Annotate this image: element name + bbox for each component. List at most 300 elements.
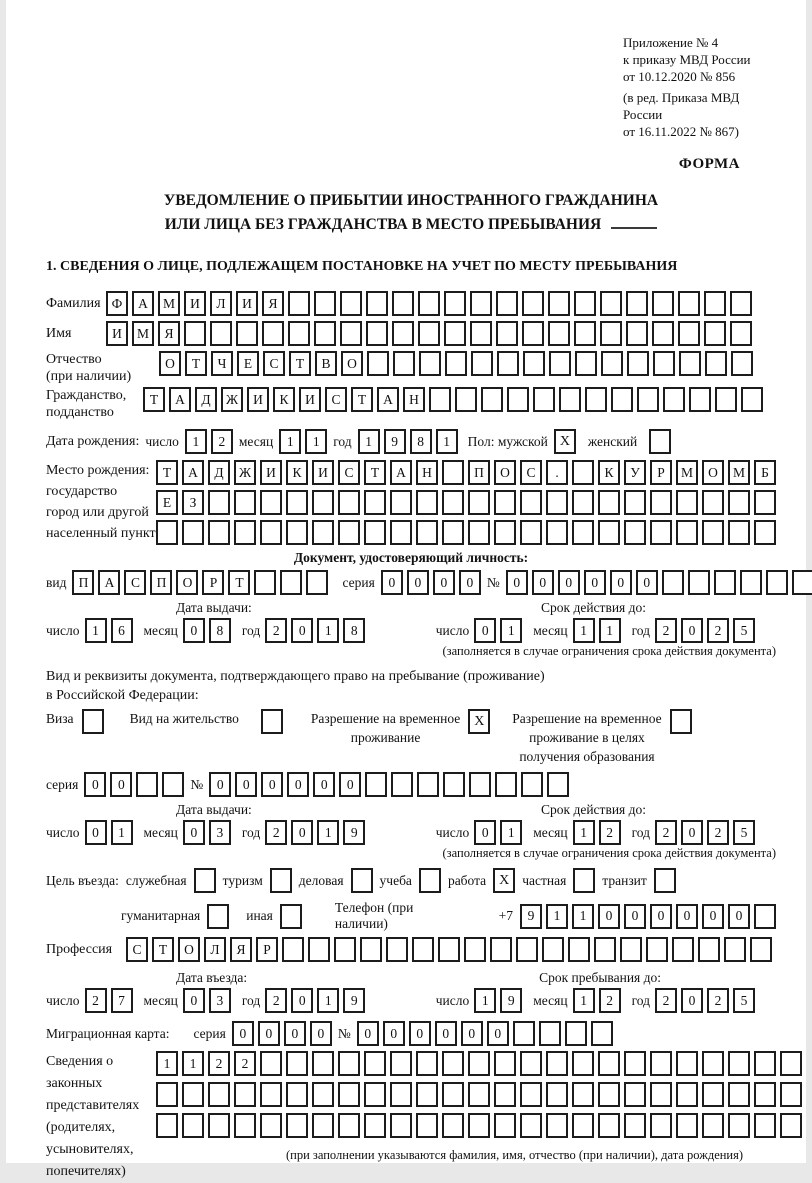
char-cell[interactable] [663,387,685,412]
char-cell[interactable]: 0 [85,820,107,845]
char-cell[interactable]: 8 [410,429,432,454]
char-cell[interactable]: 0 [461,1021,483,1046]
char-cell[interactable] [627,351,649,376]
char-cell[interactable] [533,387,555,412]
char-cell[interactable]: 0 [183,820,205,845]
purpose-study-checkbox[interactable] [419,868,441,893]
char-cell[interactable] [698,937,720,962]
char-cell[interactable] [728,490,750,515]
char-cell[interactable] [547,772,569,797]
char-cell[interactable]: 0 [474,618,496,643]
char-cell[interactable]: О [341,351,363,376]
char-cell[interactable]: 1 [111,820,133,845]
char-cell[interactable] [611,387,633,412]
char-cell[interactable] [208,1113,230,1138]
char-cell[interactable]: 1 [85,618,107,643]
char-cell[interactable] [367,351,389,376]
char-cell[interactable]: 9 [520,904,542,929]
char-cell[interactable] [688,570,710,595]
char-cell[interactable]: 0 [506,570,528,595]
char-cell[interactable]: 0 [681,618,703,643]
char-cell[interactable]: 8 [343,618,365,643]
char-cell[interactable] [416,490,438,515]
char-cell[interactable]: Т [143,387,165,412]
char-cell[interactable]: 1 [500,618,522,643]
char-cell[interactable]: Я [262,291,284,316]
char-cell[interactable]: Д [195,387,217,412]
char-cell[interactable] [626,291,648,316]
char-cell[interactable] [650,1082,672,1107]
char-cell[interactable]: И [184,291,206,316]
char-cell[interactable] [731,351,753,376]
char-cell[interactable] [471,351,493,376]
char-cell[interactable] [624,1082,646,1107]
char-cell[interactable]: 0 [235,772,257,797]
char-cell[interactable]: 1 [572,904,594,929]
char-cell[interactable]: 0 [650,904,672,929]
char-cell[interactable] [520,1082,542,1107]
char-cell[interactable] [572,1082,594,1107]
char-cell[interactable]: Е [237,351,259,376]
char-cell[interactable] [600,291,622,316]
char-cell[interactable]: 0 [310,1021,332,1046]
char-cell[interactable] [766,570,788,595]
char-cell[interactable]: 1 [185,429,207,454]
char-cell[interactable]: А [98,570,120,595]
char-cell[interactable] [728,520,750,545]
char-cell[interactable] [314,291,336,316]
char-cell[interactable]: 0 [728,904,750,929]
char-cell[interactable] [494,1051,516,1076]
char-cell[interactable]: 1 [305,429,327,454]
char-cell[interactable] [260,520,282,545]
char-cell[interactable]: И [299,387,321,412]
char-cell[interactable] [650,1051,672,1076]
char-cell[interactable]: 2 [707,618,729,643]
char-cell[interactable] [443,772,465,797]
char-cell[interactable] [260,490,282,515]
char-cell[interactable] [286,1051,308,1076]
char-cell[interactable]: 0 [383,1021,405,1046]
char-cell[interactable] [715,387,737,412]
char-cell[interactable]: Т [152,937,174,962]
char-cell[interactable]: Я [230,937,252,962]
char-cell[interactable] [468,1051,490,1076]
char-cell[interactable]: 1 [317,618,339,643]
char-cell[interactable]: А [132,291,154,316]
char-cell[interactable] [754,520,776,545]
char-cell[interactable] [136,772,158,797]
char-cell[interactable]: Ч [211,351,233,376]
char-cell[interactable] [652,291,674,316]
char-cell[interactable] [652,321,674,346]
char-cell[interactable]: Н [416,460,438,485]
char-cell[interactable] [754,1051,776,1076]
char-cell[interactable] [542,937,564,962]
char-cell[interactable]: К [273,387,295,412]
char-cell[interactable] [364,1051,386,1076]
char-cell[interactable]: 9 [384,429,406,454]
char-cell[interactable]: 1 [279,429,301,454]
char-cell[interactable]: 1 [182,1051,204,1076]
char-cell[interactable] [464,937,486,962]
visa-checkbox[interactable] [82,709,104,734]
char-cell[interactable]: 0 [584,570,606,595]
char-cell[interactable]: 2 [707,820,729,845]
char-cell[interactable] [234,490,256,515]
char-cell[interactable] [626,321,648,346]
purpose-private-checkbox[interactable] [573,868,595,893]
char-cell[interactable]: 1 [573,618,595,643]
purpose-humanitarian-checkbox[interactable] [207,904,229,929]
char-cell[interactable] [234,1082,256,1107]
char-cell[interactable] [390,1113,412,1138]
char-cell[interactable] [468,1082,490,1107]
char-cell[interactable] [546,520,568,545]
purpose-tourism-checkbox[interactable] [270,868,292,893]
char-cell[interactable] [338,490,360,515]
char-cell[interactable]: 2 [265,820,287,845]
char-cell[interactable]: 0 [357,1021,379,1046]
char-cell[interactable] [702,520,724,545]
char-cell[interactable] [470,321,492,346]
char-cell[interactable] [741,387,763,412]
char-cell[interactable]: 0 [261,772,283,797]
char-cell[interactable]: . [546,460,568,485]
char-cell[interactable] [386,937,408,962]
char-cell[interactable]: Т [185,351,207,376]
char-cell[interactable] [364,490,386,515]
char-cell[interactable] [429,387,451,412]
char-cell[interactable] [653,351,675,376]
char-cell[interactable] [156,520,178,545]
char-cell[interactable] [572,520,594,545]
char-cell[interactable] [254,570,276,595]
char-cell[interactable] [312,520,334,545]
char-cell[interactable] [646,937,668,962]
char-cell[interactable] [418,291,440,316]
char-cell[interactable]: О [178,937,200,962]
char-cell[interactable]: 0 [291,820,313,845]
char-cell[interactable] [340,291,362,316]
char-cell[interactable] [546,1082,568,1107]
char-cell[interactable]: И [236,291,258,316]
char-cell[interactable] [366,321,388,346]
char-cell[interactable] [236,321,258,346]
char-cell[interactable] [262,321,284,346]
char-cell[interactable]: 0 [313,772,335,797]
char-cell[interactable]: 7 [111,988,133,1013]
char-cell[interactable] [416,1082,438,1107]
char-cell[interactable]: Т [228,570,250,595]
char-cell[interactable] [780,1051,802,1076]
char-cell[interactable] [572,1113,594,1138]
char-cell[interactable] [182,1113,204,1138]
char-cell[interactable]: З [182,490,204,515]
char-cell[interactable] [754,904,776,929]
char-cell[interactable] [598,1051,620,1076]
char-cell[interactable] [416,520,438,545]
char-cell[interactable]: Р [650,460,672,485]
char-cell[interactable]: 2 [208,1051,230,1076]
char-cell[interactable] [549,351,571,376]
char-cell[interactable] [585,387,607,412]
char-cell[interactable]: П [72,570,94,595]
char-cell[interactable] [650,520,672,545]
char-cell[interactable]: 9 [500,988,522,1013]
char-cell[interactable] [730,291,752,316]
char-cell[interactable]: 1 [474,988,496,1013]
char-cell[interactable] [598,520,620,545]
char-cell[interactable] [704,291,726,316]
char-cell[interactable]: 0 [84,772,106,797]
char-cell[interactable] [548,321,570,346]
char-cell[interactable] [575,351,597,376]
char-cell[interactable]: Л [210,291,232,316]
char-cell[interactable]: 3 [209,988,231,1013]
char-cell[interactable] [338,1082,360,1107]
char-cell[interactable] [702,490,724,515]
char-cell[interactable] [391,772,413,797]
char-cell[interactable]: 0 [433,570,455,595]
char-cell[interactable] [702,1113,724,1138]
char-cell[interactable] [365,772,387,797]
char-cell[interactable]: 5 [733,820,755,845]
char-cell[interactable]: С [124,570,146,595]
char-cell[interactable] [565,1021,587,1046]
char-cell[interactable] [559,387,581,412]
char-cell[interactable] [364,520,386,545]
char-cell[interactable] [591,1021,613,1046]
char-cell[interactable] [676,490,698,515]
char-cell[interactable]: 2 [655,618,677,643]
char-cell[interactable] [676,1082,698,1107]
char-cell[interactable]: 0 [258,1021,280,1046]
char-cell[interactable] [280,570,302,595]
char-cell[interactable] [497,351,519,376]
char-cell[interactable]: 2 [599,820,621,845]
char-cell[interactable] [286,1113,308,1138]
char-cell[interactable] [392,291,414,316]
char-cell[interactable] [390,1082,412,1107]
char-cell[interactable] [364,1082,386,1107]
char-cell[interactable] [468,490,490,515]
char-cell[interactable] [312,1113,334,1138]
char-cell[interactable] [312,490,334,515]
char-cell[interactable] [496,321,518,346]
char-cell[interactable]: О [494,460,516,485]
char-cell[interactable]: 1 [317,820,339,845]
char-cell[interactable]: Р [256,937,278,962]
char-cell[interactable] [162,772,184,797]
char-cell[interactable] [442,520,464,545]
char-cell[interactable] [288,291,310,316]
char-cell[interactable]: Ф [106,291,128,316]
purpose-official-checkbox[interactable] [194,868,216,893]
char-cell[interactable] [520,1113,542,1138]
char-cell[interactable] [705,351,727,376]
char-cell[interactable] [416,1113,438,1138]
char-cell[interactable]: 0 [409,1021,431,1046]
char-cell[interactable] [418,321,440,346]
char-cell[interactable]: 2 [85,988,107,1013]
char-cell[interactable] [521,772,543,797]
char-cell[interactable]: 1 [500,820,522,845]
char-cell[interactable] [678,321,700,346]
char-cell[interactable] [520,490,542,515]
char-cell[interactable]: 0 [558,570,580,595]
char-cell[interactable] [780,1082,802,1107]
char-cell[interactable]: 0 [435,1021,457,1046]
char-cell[interactable]: 0 [339,772,361,797]
char-cell[interactable] [672,937,694,962]
char-cell[interactable]: 0 [474,820,496,845]
char-cell[interactable] [676,1051,698,1076]
char-cell[interactable] [444,321,466,346]
char-cell[interactable] [444,291,466,316]
char-cell[interactable] [601,351,623,376]
char-cell[interactable] [468,1113,490,1138]
char-cell[interactable] [662,570,684,595]
char-cell[interactable]: А [377,387,399,412]
char-cell[interactable] [360,937,382,962]
char-cell[interactable]: К [598,460,620,485]
char-cell[interactable] [650,490,672,515]
char-cell[interactable] [754,1082,776,1107]
purpose-work-checkbox[interactable]: X [493,868,515,893]
char-cell[interactable] [419,351,441,376]
char-cell[interactable]: 1 [599,618,621,643]
char-cell[interactable] [598,1082,620,1107]
char-cell[interactable]: 0 [284,1021,306,1046]
char-cell[interactable]: Т [364,460,386,485]
char-cell[interactable] [678,291,700,316]
char-cell[interactable]: 2 [265,618,287,643]
char-cell[interactable]: И [106,321,128,346]
char-cell[interactable]: Д [208,460,230,485]
sex-male-checkbox[interactable]: X [554,429,576,454]
char-cell[interactable] [494,520,516,545]
char-cell[interactable]: М [132,321,154,346]
char-cell[interactable]: 1 [317,988,339,1013]
char-cell[interactable]: Б [754,460,776,485]
char-cell[interactable]: С [263,351,285,376]
char-cell[interactable]: 9 [343,820,365,845]
char-cell[interactable] [724,937,746,962]
char-cell[interactable] [390,1051,412,1076]
char-cell[interactable] [754,1113,776,1138]
char-cell[interactable] [520,520,542,545]
char-cell[interactable]: И [312,460,334,485]
char-cell[interactable] [416,1051,438,1076]
char-cell[interactable]: 6 [111,618,133,643]
char-cell[interactable]: Т [156,460,178,485]
char-cell[interactable] [481,387,503,412]
char-cell[interactable] [366,291,388,316]
char-cell[interactable] [260,1113,282,1138]
char-cell[interactable] [442,1082,464,1107]
char-cell[interactable]: 0 [291,618,313,643]
char-cell[interactable] [364,1113,386,1138]
char-cell[interactable]: Т [289,351,311,376]
char-cell[interactable]: 0 [598,904,620,929]
char-cell[interactable]: Н [403,387,425,412]
char-cell[interactable]: С [325,387,347,412]
char-cell[interactable] [522,291,544,316]
char-cell[interactable] [208,520,230,545]
char-cell[interactable] [624,520,646,545]
char-cell[interactable]: А [169,387,191,412]
char-cell[interactable] [594,937,616,962]
purpose-business-checkbox[interactable] [351,868,373,893]
char-cell[interactable]: П [150,570,172,595]
char-cell[interactable] [702,1051,724,1076]
char-cell[interactable] [390,520,412,545]
char-cell[interactable] [513,1021,535,1046]
char-cell[interactable]: 0 [287,772,309,797]
char-cell[interactable] [568,937,590,962]
char-cell[interactable] [546,490,568,515]
char-cell[interactable]: А [390,460,412,485]
char-cell[interactable] [574,321,596,346]
char-cell[interactable]: 3 [209,820,231,845]
char-cell[interactable] [184,321,206,346]
char-cell[interactable]: 0 [407,570,429,595]
char-cell[interactable] [156,1113,178,1138]
char-cell[interactable]: 1 [573,820,595,845]
char-cell[interactable] [286,520,308,545]
char-cell[interactable] [334,937,356,962]
char-cell[interactable]: 0 [381,570,403,595]
char-cell[interactable]: 0 [702,904,724,929]
char-cell[interactable]: 0 [610,570,632,595]
char-cell[interactable] [469,772,491,797]
char-cell[interactable] [340,321,362,346]
char-cell[interactable] [572,490,594,515]
sex-female-checkbox[interactable] [649,429,671,454]
char-cell[interactable] [754,490,776,515]
char-cell[interactable]: 8 [209,618,231,643]
char-cell[interactable] [637,387,659,412]
char-cell[interactable]: 0 [183,988,205,1013]
char-cell[interactable] [676,520,698,545]
purpose-other-checkbox[interactable] [280,904,302,929]
char-cell[interactable]: 0 [110,772,132,797]
char-cell[interactable] [522,321,544,346]
char-cell[interactable] [210,321,232,346]
char-cell[interactable]: О [176,570,198,595]
char-cell[interactable] [490,937,512,962]
char-cell[interactable]: О [159,351,181,376]
char-cell[interactable] [445,351,467,376]
char-cell[interactable]: Е [156,490,178,515]
char-cell[interactable] [234,1113,256,1138]
residence-permit-checkbox[interactable] [261,709,283,734]
char-cell[interactable]: Л [204,937,226,962]
char-cell[interactable] [494,1082,516,1107]
char-cell[interactable] [442,490,464,515]
char-cell[interactable] [417,772,439,797]
char-cell[interactable]: 0 [636,570,658,595]
char-cell[interactable]: 5 [733,988,755,1013]
char-cell[interactable] [393,351,415,376]
char-cell[interactable] [780,1113,802,1138]
char-cell[interactable]: И [260,460,282,485]
char-cell[interactable]: О [702,460,724,485]
char-cell[interactable]: 0 [676,904,698,929]
char-cell[interactable] [689,387,711,412]
char-cell[interactable]: В [315,351,337,376]
